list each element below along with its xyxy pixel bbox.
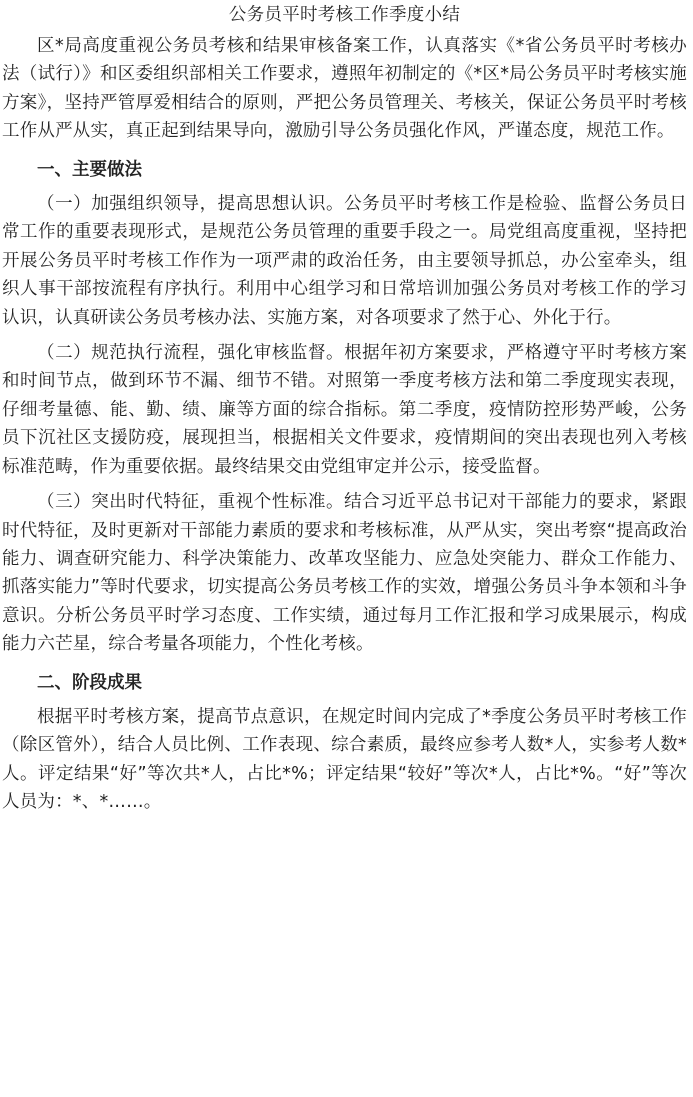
- document-title: 公务员平时考核工作季度小结: [228, 5, 461, 25]
- intro-paragraph: 区*局高度重视公务员考核和结果审核备案工作，认真落实《*省公务员平时考核办法（试行）》和区委组织部相关工作要求，遵照年初制定的《*区*局公务员平时考核实施方案》，坚持严管厚爱相结合的原则，严把公务员管理关、考核关，保证公务员平时考核工作从严从实，真正起到结果导向，激励引导公务员强化作风，严谨态度，规范工作。: [2, 36, 687, 142]
- section-heading-main-practices: 一、主要做法: [37, 159, 142, 180]
- paragraph-process-review: （二）规范执行流程，强化审核监督。根据年初方案要求，严格遵守平时考核方案和时间节点，做到环节不漏、细节不错。对照第一季度考核方法和第二季度现实表现，仔细考量德、能、勤、绩、廉等方面的综合指标。第二季度，疫情防控形势严峻，公务员下沉社区支援防疫，展现担当，根据相关文件要求，疫情期间的突出表现也列入考核标准范畴，作为重要依据。最终结果交由党组审定并公示，接受监督。: [2, 343, 687, 477]
- paragraph-era-characteristics: （三）突出时代特征，重视个性标准。结合习近平总书记对干部能力的要求，紧跟时代特征，及时更新对干部能力素质的要求和考核标准，从严从实，突出考察“提高政治能力、调查研究能力、科学决策能力、改革攻坚能力、应急处突能力、群众工作能力、抓落实能力”等时代要求，切实提高公务员考核工作的实效，增强公务员斗争本领和斗争意识。分析公务员平时学习态度、工作实绩，通过每月工作汇报和学习成果展示，构成能力六芒星，综合考量各项能力，个性化考核。: [2, 492, 687, 655]
- paragraph-results: 根据平时考核方案，提高节点意识，在规定时间内完成了*季度公务员平时考核工作（除区管外），结合人员比例、工作表现、综合素质，最终应参考人数*人，实参考人数*人。评定结果“好”等次共*人，占比*%；评定结果“较好”等次*人，占比*%。“好”等次人员为：*、*……。: [2, 706, 687, 813]
- paragraph-organization-leadership: （一）加强组织领导，提高思想认识。公务员平时考核工作是检验、监督公务员日常工作的重要表现形式，是规范公务员管理的重要手段之一。局党组高度重视，坚持把开展公务员平时考核工作作为一项严肃的政治任务，由主要领导抓总，办公室牵头，组织人事干部按流程有序执行。利用中心组学习和日常培训加强公务员对考核工作的学习认识，认真研读公务员考核办法、实施方案，对各项要求了然于心、外化于行。: [2, 194, 687, 328]
- section-heading-stage-results: 二、阶段成果: [37, 672, 142, 693]
